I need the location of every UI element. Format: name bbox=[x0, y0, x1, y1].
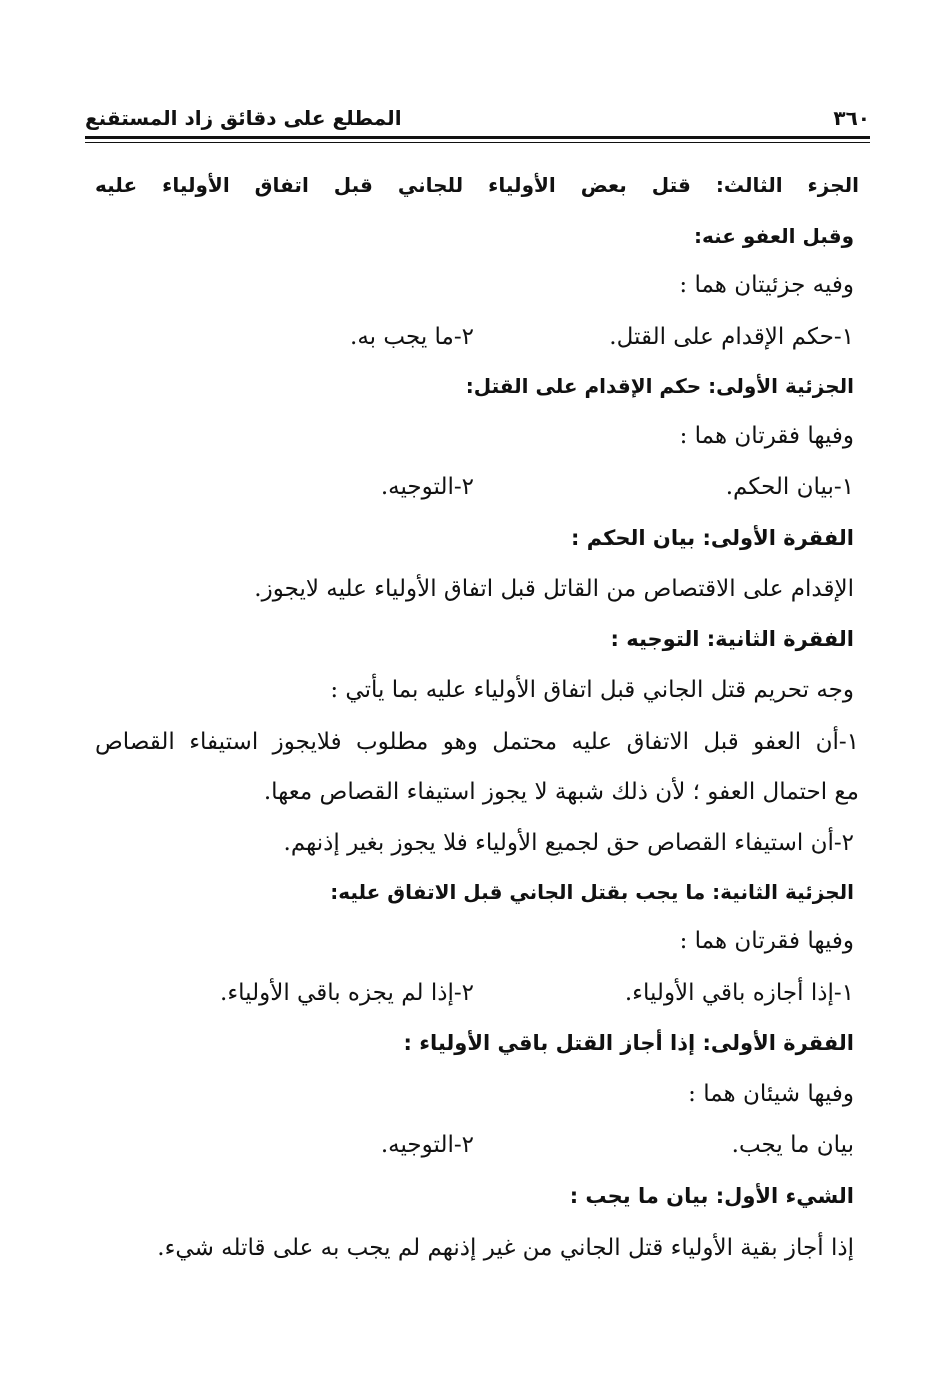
list-item: بيان ما يجب. bbox=[731, 1132, 854, 1158]
paragraph: وفيه جزئيتان هما : bbox=[679, 272, 854, 298]
header-rule-thin bbox=[85, 142, 870, 143]
list-item: ٢-التوجيه. bbox=[380, 1132, 474, 1158]
list-item: ١-حكم الإقدام على القتل. bbox=[609, 324, 854, 350]
paragraph: وفيها فقرتان هما : bbox=[679, 423, 854, 449]
list-item: ١-بيان الحكم. bbox=[725, 474, 854, 500]
paragraph: الإقدام على الاقتصاص من القاتل قبل اتفاق الأولياء عليه لايجوز. bbox=[254, 576, 854, 602]
paragraph: ١-أن العفو قبل الاتفاق عليه محتمل وهو مطلوب فلايجوز استيفاء القصاص bbox=[95, 729, 859, 755]
paragraph-heading: الفقرة الأولى: بيان الحكم : bbox=[571, 526, 854, 550]
paragraph-heading: الفقرة الثانية: التوجيه : bbox=[610, 627, 854, 651]
section-heading-cont: وقبل العفو عنه: bbox=[693, 224, 854, 248]
list-item: ٢-إذا لم يجزه باقي الأولياء. bbox=[220, 980, 474, 1006]
paragraph-heading: الشيء الأول: بيان ما يجب : bbox=[569, 1184, 854, 1208]
list-item: ٢-ما يجب به. bbox=[350, 324, 474, 350]
page-number: ٣٦٠ bbox=[833, 106, 870, 130]
paragraph: وفيها شيئان هما : bbox=[688, 1081, 854, 1107]
subsection-heading: الجزئية الأولى: حكم الإقدام على القتل: bbox=[465, 374, 854, 398]
section-heading: الجزء الثالث: قتل بعض الأولياء للجاني قبل اتفاق الأولياء عليه bbox=[95, 173, 859, 197]
list-item: ٢-التوجيه. bbox=[380, 474, 474, 500]
subsection-heading: الجزئية الثانية: ما يجب بقتل الجاني قبل الاتفاق عليه: bbox=[330, 880, 854, 904]
paragraph-heading: الفقرة الأولى: إذا أجاز القتل باقي الأولياء : bbox=[403, 1031, 854, 1055]
paragraph: وجه تحريم قتل الجاني قبل اتفاق الأولياء عليه بما يأتي : bbox=[330, 677, 854, 703]
header-rule-thick bbox=[85, 136, 870, 139]
book-title: المطلع على دقائق زاد المستقنع bbox=[85, 106, 402, 130]
paragraph: وفيها فقرتان هما : bbox=[679, 928, 854, 954]
list-item: ١-إذا أجازه باقي الأولياء. bbox=[624, 980, 854, 1006]
paragraph: ٢-أن استيفاء القصاص حق لجميع الأولياء فلا يجوز بغير إذنهم. bbox=[283, 830, 854, 856]
paragraph: مع احتمال العفو ؛ لأن ذلك شبهة لا يجوز استيفاء القصاص معها. bbox=[263, 779, 859, 805]
running-header bbox=[85, 88, 870, 130]
paragraph: إذا أجاز بقية الأولياء قتل الجاني من غير إذنهم لم يجب به على قاتله شيء. bbox=[157, 1235, 854, 1261]
